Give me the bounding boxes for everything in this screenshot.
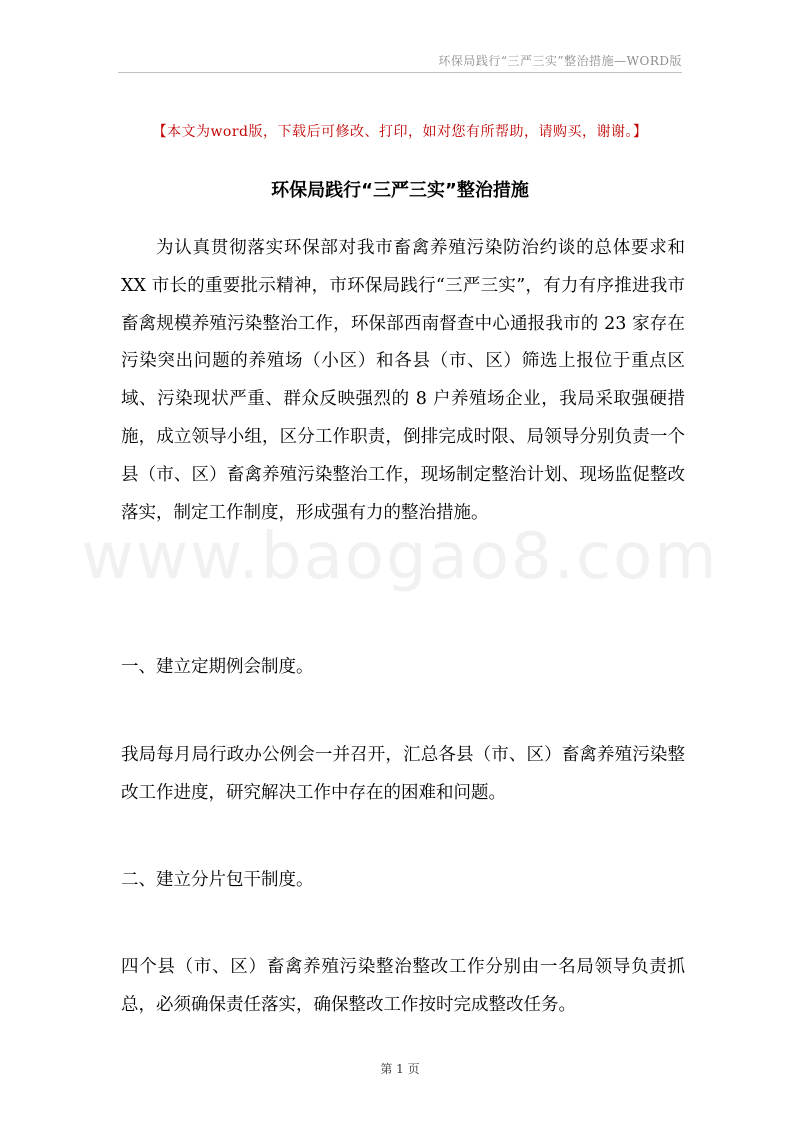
page-number: 第 1 页 [380, 1062, 420, 1076]
purchase-notice: 【本文为word版，下载后可修改、打印，如对您有所帮助，请购买，谢谢。】 [152, 124, 648, 140]
document-title: 环保局践行“三严三实”整治措施 [271, 180, 529, 201]
watermark: www.baogao8.com [81, 520, 719, 594]
section-2-heading: 二、建立分片包干制度。 [121, 870, 314, 890]
section-1-heading: 一、建立定期例会制度。 [121, 657, 314, 677]
intro-paragraph: 为认真贯彻落实环保部对我市畜禽养殖污染防治约谈的总体要求和 XX 市长的重要批示精神，市环保局践行“三严三实”，有力有序推进我市畜禽规模养殖污染整治工作，环保部西南督查中心通报我市的 23 家存在污染突出问题的养殖场（小区）和各县（市、区）筛选上报位于重点区域、污染现状严重、群众反映强烈的 8 户养殖场企业，我局采取强硬措施，成立领导小组，区分工作职责，倒排完成时限、局领导分别负责一个县（市、区）畜禽养殖污染整治工作，现场制定整治计划、现场监促整改落实，制定工作制度，形成强有力的整治措施。 [121, 238, 685, 523]
header-divider [118, 72, 682, 73]
section-2-paragraph: 四个县（市、区）畜禽养殖污染整治整改工作分别由一名局领导负责抓总，必须确保责任落实，确保整改工作按时完成整改任务。 [121, 957, 685, 1015]
section-1-paragraph: 我局每月局行政办公例会一并召开，汇总各县（市、区）畜禽养殖污染整改工作进度，研究解决工作中存在的困难和问题。 [121, 745, 685, 803]
running-header: 环保局践行“三严三实”整治措施—WORD版 [438, 54, 682, 68]
